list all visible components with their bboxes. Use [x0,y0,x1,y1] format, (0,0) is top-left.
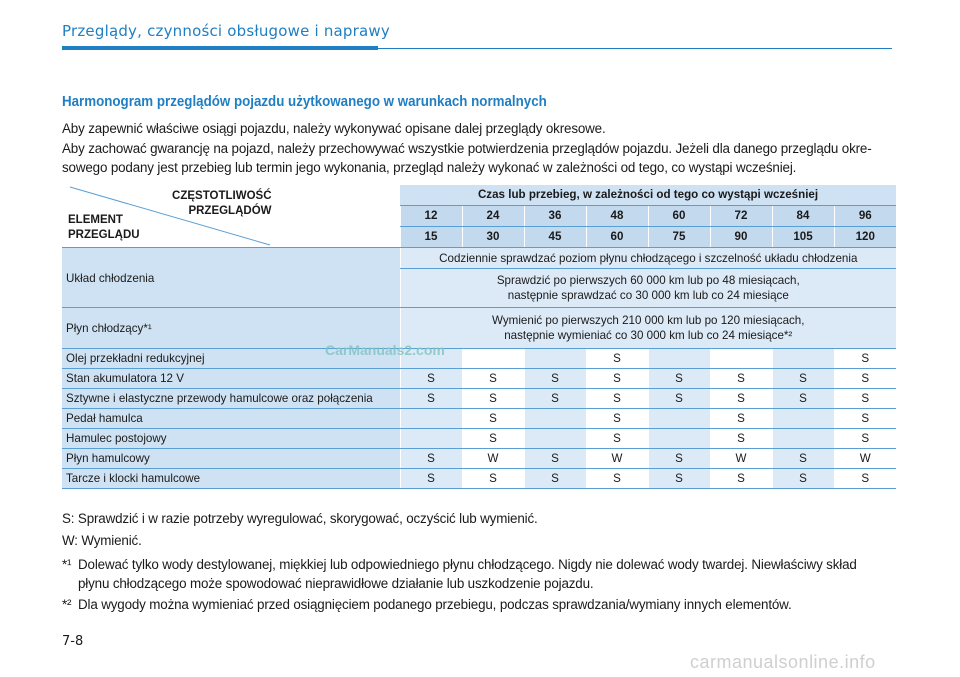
corner-element-line1: ELEMENT [68,214,123,226]
row-cell: S [586,349,648,369]
row-cell [648,349,710,369]
row-cell: S [710,389,772,409]
page-number: 7-8 [62,634,84,649]
cooling-check-note [400,269,896,308]
legend-s: S: Sprawdzić i w razie potrzeby wyregulować, skorygować, oczyścić lub wymienić. [62,511,538,526]
row-cell: S [648,469,710,489]
coolant-replace-note [400,308,896,349]
interval-title: Czas lub przebieg, w zależności od tego co wystąpi wcześniej [400,185,896,205]
schedule-item-rows [62,349,896,489]
row-cooling-system-1 [62,248,896,269]
row-cell [400,409,462,429]
row-item-name: Olej przekładni redukcyjnej [62,349,400,369]
corner-frequency-line1: CZĘSTOTLIWOŚĆ [172,190,272,202]
corner-frequency-line2: PRZEGLĄDÓW [188,205,272,217]
section-title: Harmonogram przeglądów pojazdu użytkowanego w warunkach normalnych [62,94,547,110]
row-cell: S [400,469,462,489]
intro-paragraph-1: Aby zapewnić właściwe osiągi pojazdu, należy wykonywać opisane dalej przeglądy okresowe. [62,121,606,136]
row-cell: S [400,389,462,409]
row-item-name: Pedał hamulca [62,409,400,429]
row-cell: S [400,449,462,469]
row-cell: S [586,369,648,389]
table-row [62,449,896,469]
row-cell [648,429,710,449]
row-cell: S [772,469,834,489]
row-cell: S [462,389,524,409]
intro-paragraph-2: Aby zachować gwarancję na pojazd, należy przechowywać wszystkie potwierdzenia przeglądów pojazdu. Jeżeli dla danego przeglądu okre-sowego podany jest przebieg lub termin jego wykonania, przegląd należy wykonać w zależności od tego, co wystąpi wcześniej. [62,141,872,175]
months-48: 48 [586,205,648,226]
months-60: 60 [648,205,710,226]
months-96: 96 [834,205,896,226]
months-36: 36 [524,205,586,226]
row-cell: W [710,449,772,469]
watermark-carmanuals2: CarManuals2.com [325,342,445,358]
months-12: 12 [400,205,462,226]
row-cell: S [710,369,772,389]
row-cell [462,349,524,369]
table-row [62,369,896,389]
months-84: 84 [772,205,834,226]
row-cell: S [586,429,648,449]
header-rule [62,46,378,50]
row-item-name: Hamulec postojowy [62,429,400,449]
row-cell [524,409,586,429]
table-row [62,409,896,429]
row-cell: S [772,389,834,409]
row-item-name: Płyn hamulcowy [62,449,400,469]
footnote-2-text: Dla wygody można wymieniać przed osiągnięciem podanego przebiegu, podczas sprawdzania/wymiany innych elementów. [78,597,792,612]
row-cell: S [648,449,710,469]
row-cell [524,349,586,369]
km-90: 90 [710,226,772,247]
row-cell: S [834,469,896,489]
cooling-daily-note: Codziennie sprawdzać poziom płynu chłodzącego i szczelność układu chłodzenia [400,248,896,269]
row-cell: S [772,449,834,469]
chapter-header: Przeglądy, czynności obsługowe i naprawy [62,22,390,40]
row-cell: S [834,389,896,409]
row-cell: S [648,389,710,409]
maintenance-schedule-table [62,185,896,489]
row-item-name: Stan akumulatora 12 V [62,369,400,389]
row-cell [772,409,834,429]
row-cell: S [524,389,586,409]
km-75: 75 [648,226,710,247]
cooling-check-line1: Sprawdzić po pierwszych 60 000 km lub po 48 miesiącach, [496,274,800,287]
row-cell: S [462,469,524,489]
footnote-2-mark: *² [62,597,72,612]
row-cell: S [710,409,772,429]
row-item-name: Sztywne i elastyczne przewody hamulcowe oraz połączenia [62,389,400,409]
corner-element-label [68,213,140,243]
row-item-name: Tarcze i klocki hamulcowe [62,469,400,489]
row-cell: S [462,409,524,429]
row-cell: S [524,449,586,469]
row-cell: S [710,469,772,489]
watermark-carmanualsonline: carmanualsonline.info [690,652,876,672]
footnote-1-line1: Dolewać tylko wody destylowanej, miękkiej lub odpowiedniego płynu chłodzącego. Nigdy nie dolewać wody twardej. Niewłaściwy skład [78,557,857,572]
months-24: 24 [462,205,524,226]
row-cell: S [524,369,586,389]
corner-frequency-label [172,189,271,219]
row-cell: S [834,349,896,369]
cooling-check-line2: następnie sprawdzać co 30 000 km lub co 24 miesiące [507,289,789,302]
row-cell: S [834,369,896,389]
row-cell: S [834,429,896,449]
row-name-coolant: Płyn chłodzący*¹ [62,308,400,349]
footnote-1 [62,555,896,593]
header-rule-thin [378,48,892,49]
row-cell: S [462,429,524,449]
footnote-1-line2: płynu chłodzącego może spowodować nieprawidłowe działanie lub uszkodzenie pojazdu. [78,576,594,591]
table-row [62,389,896,409]
table-row [62,349,896,369]
row-cell: S [586,409,648,429]
table-corner-header [62,185,400,248]
km-45: 45 [524,226,586,247]
table-row [62,469,896,489]
km-120: 120 [834,226,896,247]
row-cell: W [834,449,896,469]
row-cell [648,409,710,429]
row-cell: S [834,409,896,429]
coolant-replace-line2: następnie wymieniać co 30 000 km lub co 24 miesiące*² [504,329,793,342]
row-cell: S [648,369,710,389]
coolant-replace-line1: Wymienić po pierwszych 210 000 km lub po 120 miesiącach, [492,314,805,327]
footnote-2 [62,595,896,614]
legend-w: W: Wymienić. [62,533,142,548]
table-row [62,429,896,449]
km-30: 30 [462,226,524,247]
km-60: 60 [586,226,648,247]
months-72: 72 [710,205,772,226]
row-cell: W [586,449,648,469]
row-cell [710,349,772,369]
row-cell [524,429,586,449]
row-name-cooling-system: Układ chłodzenia [62,248,400,308]
row-coolant [62,308,896,349]
row-cell: S [524,469,586,489]
row-cell [400,429,462,449]
row-cell [772,349,834,369]
row-cell: S [772,369,834,389]
row-cell: S [710,429,772,449]
row-cell [772,429,834,449]
km-15: 15 [400,226,462,247]
row-cell: S [586,389,648,409]
row-cell: S [400,369,462,389]
km-105: 105 [772,226,834,247]
corner-element-line2: PRZEGLĄDU [68,229,140,241]
header-row-interval [62,185,896,205]
row-cell: W [462,449,524,469]
row-cell: S [586,469,648,489]
row-cell: S [462,369,524,389]
footnote-1-mark: *¹ [62,557,72,572]
